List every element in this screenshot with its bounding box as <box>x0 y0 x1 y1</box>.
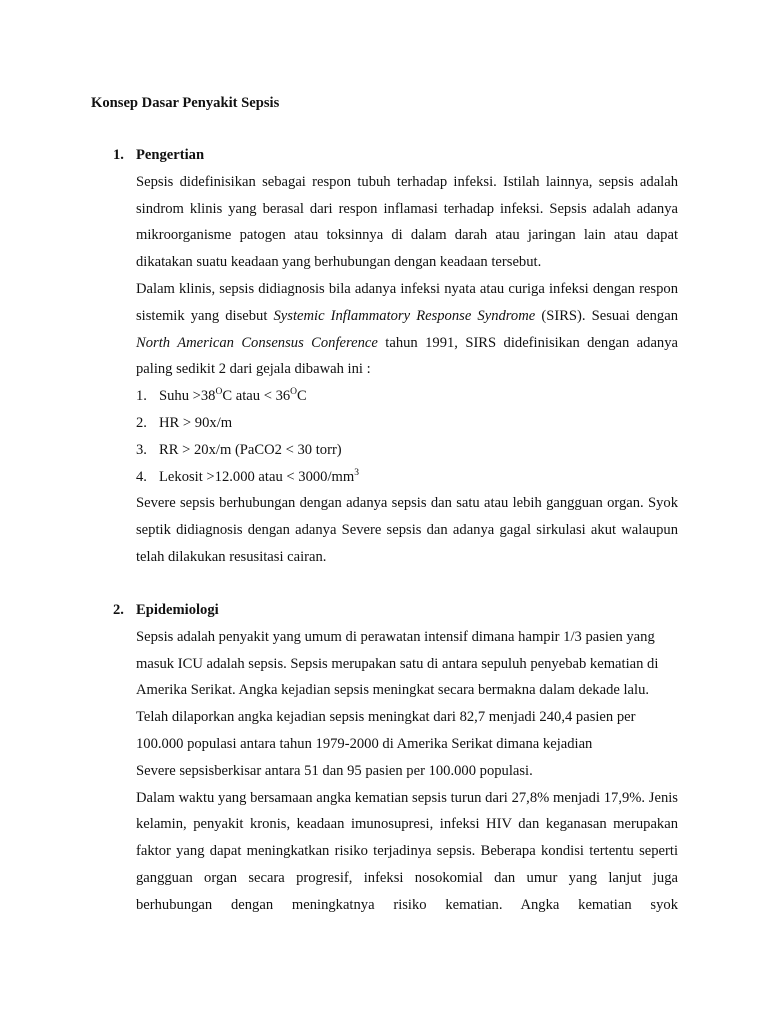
list-item: 4. Lekosit >12.000 atau < $3000/mm^3$ <box>136 467 359 485</box>
paragraph-incidence: Sepsis adalah penyakit yang umum di perawatan intensif dimana hampir 1/3 pasien yang masuk ICU adalah sepsis. Sepsis merupakan satu di antara sepuluh penyebab kematian di Amerika Serikat. Angka kejadian sepsis meningkat secara bermakna dalam dekade lalu. Telah dilaporkan angka kejadian sepsis meningkat dari 82,7 menjadi 240,4 pasien per 100.000 populasi antara tahun 1979-2000 di Amerika Serikat dimana kejadian <box>136 628 659 752</box>
section-body <box>136 169 678 571</box>
term-consensus-conference: North American Consensus Conference <box>136 334 378 351</box>
list-item: 2. HR > 90x/m <box>136 414 233 431</box>
list-item: 1. Suhu $>38^OC$ atau < $36^OC$ <box>136 387 307 405</box>
section-number: 2. <box>113 602 124 618</box>
paragraph-severe-sepsis-incidence: Severe sepsisberkisar antara 51 dan 95 pasien per 100.000 populasi. <box>136 762 533 779</box>
section-heading <box>91 142 678 169</box>
section-title: Pengertian <box>136 147 205 163</box>
section-pengertian <box>91 142 678 571</box>
paragraph-severe-sepsis: Severe sepsis berhubungan dengan adanya sepsis dan satu atau lebih gangguan organ. Syok septik didiagnosis dengan adanya Severe sepsis dan adanya gagal sirkulasi akut walaupun telah dilakukan resusitasi cairan. <box>136 495 678 565</box>
list-item: 3. RR > 20x/m (PaCO2 < 30 torr) <box>136 441 342 458</box>
document-title: Konsep Dasar Penyakit Sepsis <box>91 95 280 111</box>
paragraph-clinical-diagnosis: Dalam klinis, sepsis didiagnosis bila adanya infeksi nyata atau curiga infeksi dengan respon sistemik yang disebut Systemic Inflammatory Response Syndrome (SIRS). Sesuai dengan North American Consensus Conference tahun 1991, SIRS didefinisikan dengan adanya paling sedikit 2 dari gejala dibawah ini : <box>136 280 678 378</box>
section-title: Epidemiologi <box>136 602 219 618</box>
section-body <box>136 624 678 919</box>
section-number: 1. <box>113 147 124 163</box>
section-epidemiologi <box>91 597 678 919</box>
term-sirs: Systemic Inflammatory Response Syndrome <box>273 307 536 324</box>
paragraph-mortality: Dalam waktu yang bersamaan angka kematian sepsis turun dari 27,8% menjadi 17,9%. Jenis kelamin, penyakit kronis, keadaan imunosupresi, infeksi HIV dan keganasan merupakan faktor yang dapat meningkatkan risiko terjadinya sepsis. Beberapa kondisi tertentu seperti gangguan organ secara progresif, infeksi nosokomial dan umur yang lanjut juga berhubungan dengan meningkatnya risiko kematian. Angka kematian syok <box>136 789 678 913</box>
sirs-criteria-list <box>136 383 678 490</box>
paragraph-definition: Sepsis didefinisikan sebagai respon tubuh terhadap infeksi. Istilah lainnya, sepsis adalah sindrom klinis yang berasal dari respon inflamasi terhadap infeksi. Sepsis adalah adanya mikroorganisme patogen atau toksinnya di dalam darah atau jaringan lain atau dapat dikatakan suatu keadaan yang berhubungan dengan keadaan tersebut. <box>136 173 678 271</box>
section-heading <box>91 597 678 624</box>
